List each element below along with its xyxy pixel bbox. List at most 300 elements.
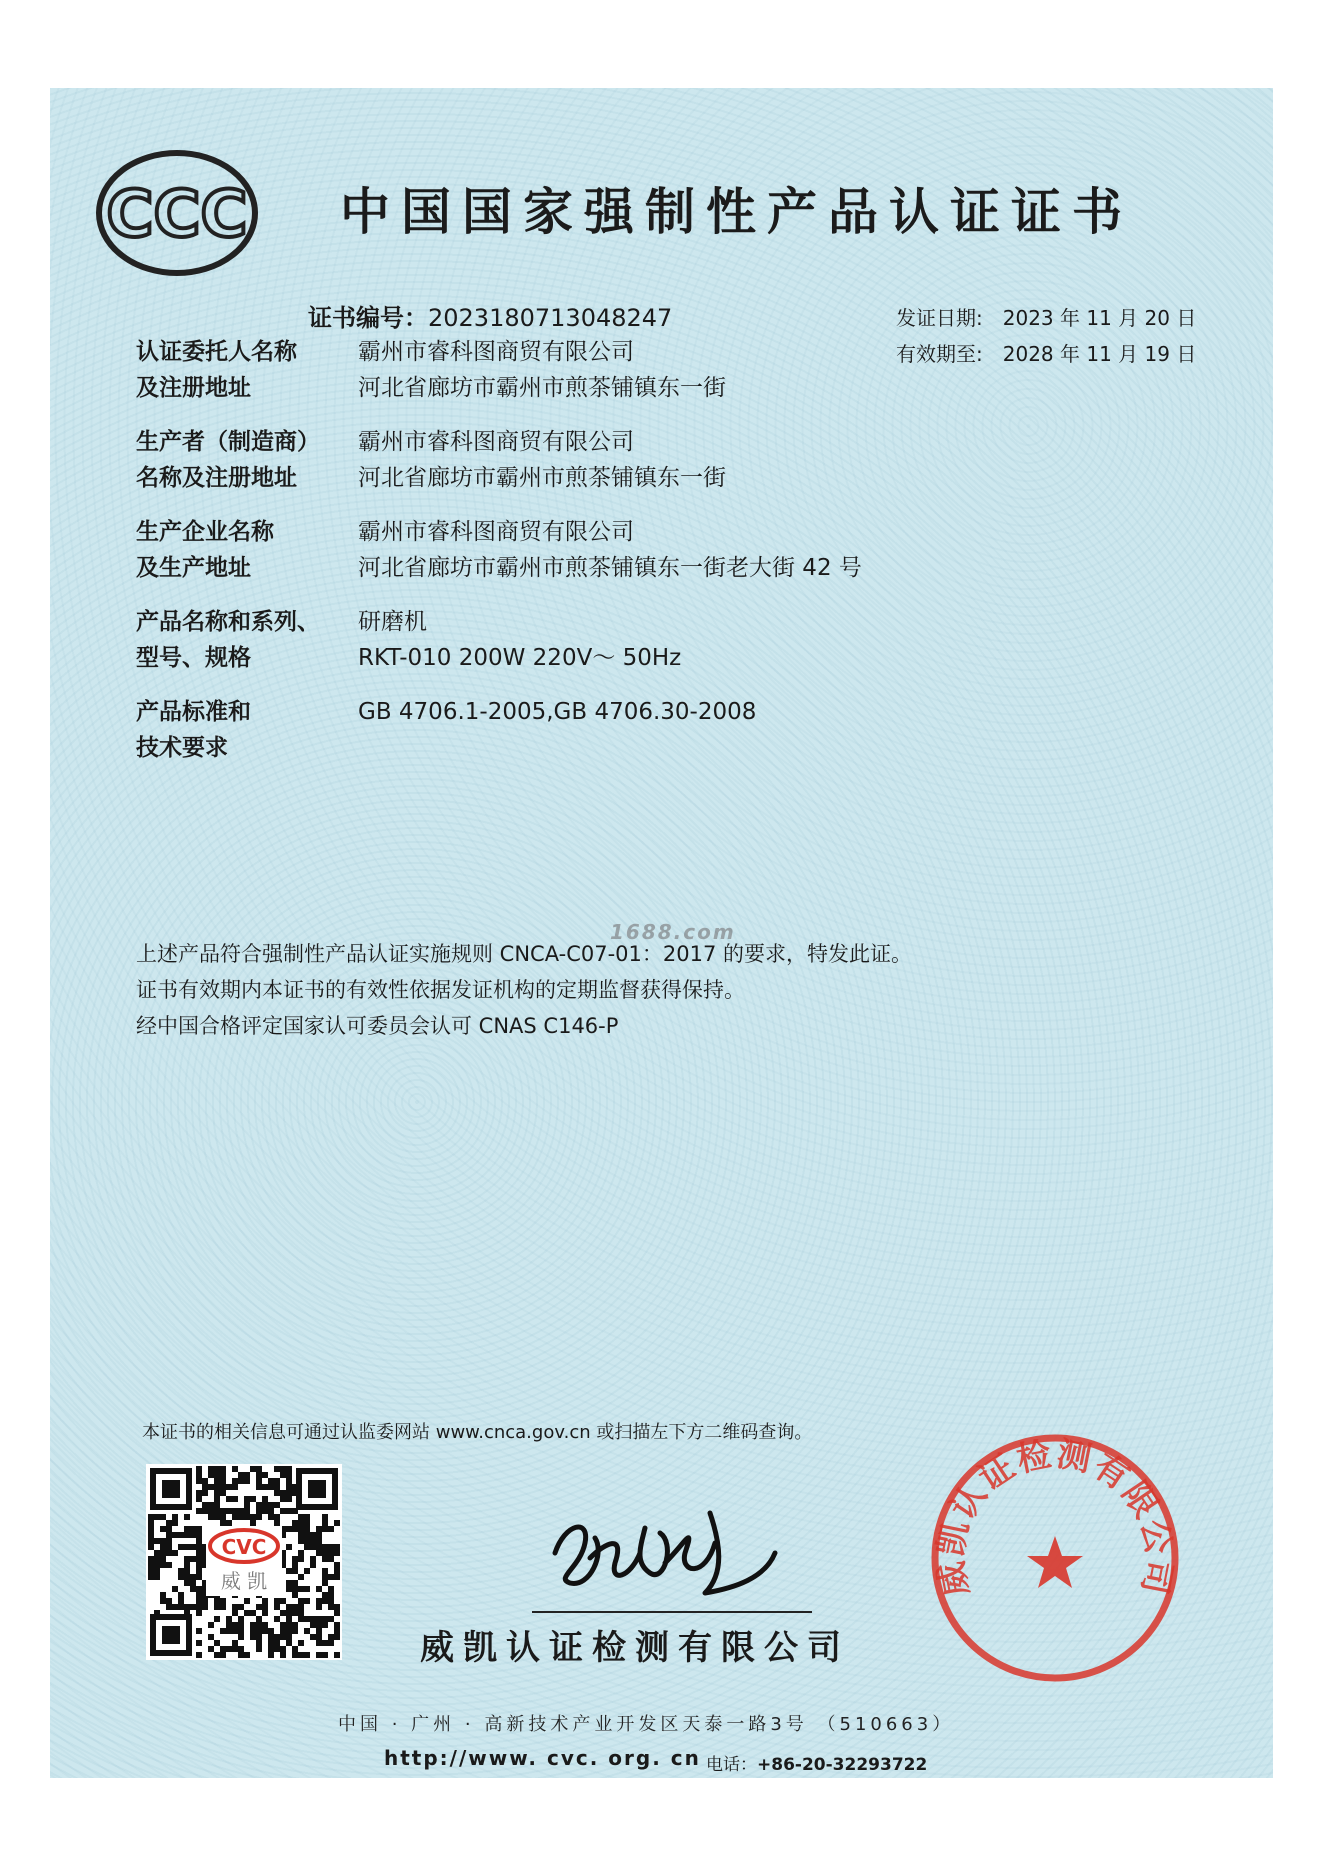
qr-module: [304, 1520, 310, 1526]
qr-module: [232, 1622, 238, 1628]
qr-module: [238, 1646, 244, 1652]
qr-module: [208, 1514, 214, 1520]
qr-module: [172, 1520, 178, 1526]
qr-module: [220, 1472, 226, 1478]
qr-module: [196, 1496, 202, 1502]
qr-module: [334, 1628, 340, 1634]
verification-notice: 本证书的相关信息可通过认监委网站 www.cnca.gov.cn 或扫描左下方二维码查询。: [142, 1422, 813, 1443]
qr-module: [160, 1538, 166, 1544]
qr-module: [286, 1472, 292, 1478]
qr-module: [196, 1610, 202, 1616]
qr-module: [334, 1562, 340, 1568]
qr-module: [316, 1526, 322, 1532]
qr-module: [298, 1526, 304, 1532]
qr-module: [232, 1514, 238, 1520]
qr-module: [154, 1574, 160, 1580]
qr-module: [214, 1478, 220, 1484]
qr-module: [226, 1484, 232, 1490]
qr-module: [304, 1598, 310, 1604]
applicant-label: [136, 334, 356, 406]
qr-module: [280, 1610, 286, 1616]
qr-module: [304, 1586, 310, 1592]
issuer-address: 中国 · 广州 · 高新技术产业开发区天泰一路3号 （510663）: [338, 1714, 955, 1735]
qr-module: [244, 1508, 250, 1514]
qr-module: [268, 1640, 274, 1646]
qr-module: [250, 1622, 256, 1628]
qr-module: [322, 1580, 328, 1586]
qr-module: [316, 1586, 322, 1592]
qr-module: [196, 1490, 202, 1496]
qr-module: [172, 1514, 178, 1520]
qr-module: [298, 1652, 304, 1658]
qr-module: [250, 1466, 256, 1472]
qr-module: [292, 1604, 298, 1610]
qr-module: [238, 1508, 244, 1514]
qr-module: [268, 1646, 274, 1652]
qr-module: [172, 1550, 178, 1556]
qr-module: [328, 1592, 334, 1598]
qr-module: [208, 1622, 214, 1628]
qr-module: [166, 1538, 172, 1544]
qr-module: [292, 1652, 298, 1658]
qr-module: [334, 1610, 340, 1616]
qr-module: [220, 1652, 226, 1658]
qr-module: [202, 1484, 208, 1490]
qr-module: [262, 1508, 268, 1514]
qr-module: [232, 1484, 238, 1490]
qr-module: [292, 1610, 298, 1616]
qr-module: [244, 1610, 250, 1616]
qr-module: [256, 1466, 262, 1472]
product-label: [136, 604, 356, 676]
qr-module: [274, 1520, 280, 1526]
qr-module: [328, 1616, 334, 1622]
qr-module: [244, 1502, 250, 1508]
qr-module: [220, 1520, 226, 1526]
qr-module: [148, 1562, 154, 1568]
qr-module: [178, 1544, 184, 1550]
qr-module: [256, 1514, 262, 1520]
factory-label: [136, 514, 356, 586]
qr-module: [334, 1634, 340, 1640]
applicant-label-line-1: 认证委托人名称: [136, 339, 297, 365]
factory-value: [358, 514, 862, 586]
qr-module: [304, 1544, 310, 1550]
qr-module: [202, 1598, 208, 1604]
issue-date-value: 2023 年 11 月 20 日: [1002, 306, 1197, 330]
qr-module: [178, 1592, 184, 1598]
qr-module: [196, 1478, 202, 1484]
qr-module: [208, 1508, 214, 1514]
qr-module: [202, 1604, 208, 1610]
qr-module: [286, 1490, 292, 1496]
qr-module: [148, 1520, 154, 1526]
qr-module: [292, 1646, 298, 1652]
applicant-label-line-2: 及注册地址: [136, 375, 251, 401]
qr-module: [274, 1604, 280, 1610]
qr-module: [268, 1634, 274, 1640]
qr-module: [316, 1604, 322, 1610]
qr-module: [232, 1478, 238, 1484]
qr-module: [334, 1568, 340, 1574]
statement-line: 证书有效期内本证书的有效性依据发证机构的定期监督获得保持。: [136, 978, 745, 1002]
qr-module: [316, 1628, 322, 1634]
qr-module: [274, 1646, 280, 1652]
qr-module: [322, 1544, 328, 1550]
qr-module: [310, 1538, 316, 1544]
certificate-dates: [896, 300, 1196, 372]
standards-label: [136, 694, 356, 766]
qr-module: [292, 1526, 298, 1532]
qr-module: [232, 1646, 238, 1652]
qr-module: [334, 1574, 340, 1580]
qr-module: [286, 1604, 292, 1610]
qr-code[interactable]: [146, 1464, 342, 1660]
qr-module: [310, 1556, 316, 1562]
qr-module: [298, 1598, 304, 1604]
qr-module: [178, 1568, 184, 1574]
qr-module: [244, 1496, 250, 1502]
qr-module: [220, 1628, 226, 1634]
qr-module: [298, 1610, 304, 1616]
qr-module: [262, 1502, 268, 1508]
standards-value: [358, 694, 756, 730]
qr-module: [166, 1604, 172, 1610]
qr-module: [250, 1634, 256, 1640]
qr-module: [250, 1520, 256, 1526]
manufacturer-name: 霸州市睿科图商贸有限公司: [358, 429, 634, 455]
qr-module: [250, 1610, 256, 1616]
product-name: 研磨机: [358, 609, 427, 635]
qr-module: [310, 1634, 316, 1640]
qr-module: [286, 1508, 292, 1514]
qr-module: [238, 1604, 244, 1610]
qr-module: [334, 1604, 340, 1610]
qr-module: [328, 1598, 334, 1604]
factory-label-line-2: 及生产地址: [136, 555, 251, 581]
qr-module: [334, 1550, 340, 1556]
qr-module: [304, 1514, 310, 1520]
qr-module: [328, 1556, 334, 1562]
qr-module: [166, 1598, 172, 1604]
qr-module: [322, 1652, 328, 1658]
watermark: 1688.com: [610, 920, 736, 944]
qr-module: [160, 1514, 166, 1520]
qr-module: [232, 1496, 238, 1502]
qr-module: [166, 1526, 172, 1532]
qr-module: [322, 1640, 328, 1646]
qr-module: [256, 1502, 262, 1508]
qr-module: [178, 1532, 184, 1538]
qr-module: [310, 1616, 316, 1622]
qr-finder-bottom-left: [150, 1614, 192, 1656]
qr-module: [166, 1544, 172, 1550]
qr-module: [220, 1484, 226, 1490]
qr-module: [256, 1508, 262, 1514]
seal-star-icon: [1027, 1536, 1083, 1588]
qr-module: [304, 1628, 310, 1634]
qr-module: [178, 1604, 184, 1610]
qr-module: [280, 1490, 286, 1496]
qr-module: [160, 1550, 166, 1556]
valid-date-row: [896, 336, 1196, 372]
qr-module: [154, 1550, 160, 1556]
certificate-page: [50, 88, 1273, 1778]
qr-module: [148, 1544, 154, 1550]
qr-module: [328, 1574, 334, 1580]
qr-module: [148, 1574, 154, 1580]
qr-module: [286, 1526, 292, 1532]
qr-module: [328, 1634, 334, 1640]
qr-module: [334, 1544, 340, 1550]
qr-module: [274, 1514, 280, 1520]
qr-module: [298, 1640, 304, 1646]
qr-module: [244, 1472, 250, 1478]
qr-module: [280, 1598, 286, 1604]
qr-module: [226, 1496, 232, 1502]
qr-module: [232, 1508, 238, 1514]
qr-module: [184, 1514, 190, 1520]
qr-module: [202, 1478, 208, 1484]
cvc-logo-caption: 威 凯: [220, 1569, 268, 1593]
qr-module: [232, 1610, 238, 1616]
qr-module: [286, 1568, 292, 1574]
standards-label-line-1: 产品标准和: [136, 699, 251, 725]
qr-module: [214, 1472, 220, 1478]
qr-module: [334, 1520, 340, 1526]
issue-date-label: 发证日期:: [896, 306, 983, 330]
qr-module: [196, 1472, 202, 1478]
qr-module: [286, 1640, 292, 1646]
qr-module: [190, 1574, 196, 1580]
qr-module: [256, 1478, 262, 1484]
qr-module: [196, 1604, 202, 1610]
issuer-website-link[interactable]: http://www. cvc. org. cn: [384, 1746, 701, 1770]
qr-finder-top-left: [150, 1468, 192, 1510]
qr-module: [256, 1640, 262, 1646]
qr-module: [280, 1472, 286, 1478]
qr-module: [280, 1652, 286, 1658]
qr-module: [196, 1544, 202, 1550]
qr-module: [238, 1634, 244, 1640]
qr-module: [262, 1628, 268, 1634]
statement-line: 经中国合格评定国家认可委员会认可 CNAS C146-P: [136, 1014, 619, 1038]
qr-module: [292, 1556, 298, 1562]
qr-module: [256, 1616, 262, 1622]
qr-module: [238, 1616, 244, 1622]
qr-module: [226, 1646, 232, 1652]
qr-module: [322, 1622, 328, 1628]
qr-module: [268, 1478, 274, 1484]
qr-module: [238, 1652, 244, 1658]
applicant-name: 霸州市睿科图商贸有限公司: [358, 339, 634, 365]
qr-module: [292, 1628, 298, 1634]
qr-module: [292, 1622, 298, 1628]
qr-module: [154, 1556, 160, 1562]
qr-module: [196, 1592, 202, 1598]
qr-module: [160, 1556, 166, 1562]
qr-module: [208, 1646, 214, 1652]
qr-module: [298, 1586, 304, 1592]
qr-module: [250, 1514, 256, 1520]
qr-module: [268, 1628, 274, 1634]
issuer-phone: [706, 1750, 927, 1775]
qr-module: [316, 1598, 322, 1604]
qr-module: [286, 1610, 292, 1616]
qr-finder-top-right: [296, 1468, 338, 1510]
applicant-value: [358, 334, 726, 406]
qr-module: [286, 1466, 292, 1472]
qr-module: [214, 1598, 220, 1604]
qr-module: [196, 1598, 202, 1604]
manufacturer-label: [136, 424, 356, 496]
qr-module: [298, 1604, 304, 1610]
qr-module: [310, 1532, 316, 1538]
qr-module: [232, 1604, 238, 1610]
qr-module: [274, 1502, 280, 1508]
qr-module: [304, 1652, 310, 1658]
qr-module: [196, 1640, 202, 1646]
qr-module: [286, 1580, 292, 1586]
factory-label-line-1: 生产企业名称: [136, 519, 274, 545]
qr-module: [286, 1478, 292, 1484]
qr-module: [298, 1514, 304, 1520]
qr-module: [286, 1484, 292, 1490]
qr-module: [220, 1508, 226, 1514]
qr-module: [256, 1472, 262, 1478]
qr-module: [298, 1538, 304, 1544]
qr-module: [238, 1472, 244, 1478]
qr-module: [304, 1568, 310, 1574]
qr-module: [310, 1562, 316, 1568]
qr-module: [316, 1622, 322, 1628]
qr-module: [292, 1562, 298, 1568]
qr-module: [292, 1568, 298, 1574]
qr-module: [274, 1490, 280, 1496]
factory-address: 河北省廊坊市霸州市煎茶铺镇东一街老大街 42 号: [358, 555, 862, 581]
qr-module: [328, 1550, 334, 1556]
qr-module: [274, 1466, 280, 1472]
qr-module: [226, 1622, 232, 1628]
qr-module: [196, 1574, 202, 1580]
qr-module: [328, 1604, 334, 1610]
ccc-logo-text: CCC: [106, 178, 248, 252]
qr-module: [262, 1622, 268, 1628]
qr-module: [166, 1562, 172, 1568]
applicant-address: 河北省廊坊市霸州市煎茶铺镇东一街: [358, 375, 726, 401]
qr-module: [184, 1526, 190, 1532]
qr-module: [160, 1598, 166, 1604]
qr-module: [184, 1574, 190, 1580]
qr-module: [304, 1616, 310, 1622]
qr-module: [160, 1562, 166, 1568]
qr-module: [316, 1652, 322, 1658]
qr-module: [214, 1502, 220, 1508]
qr-module: [322, 1514, 328, 1520]
qr-module: [262, 1472, 268, 1478]
qr-module: [328, 1544, 334, 1550]
qr-module: [256, 1634, 262, 1640]
qr-module: [280, 1466, 286, 1472]
qr-module: [226, 1628, 232, 1634]
qr-module: [268, 1514, 274, 1520]
qr-module: [202, 1508, 208, 1514]
certificate-number-value: 2023180713048247: [428, 304, 673, 332]
certificate-number-label: 证书编号：: [308, 304, 428, 332]
qr-module: [196, 1568, 202, 1574]
qr-module: [322, 1550, 328, 1556]
qr-module: [190, 1586, 196, 1592]
qr-module: [166, 1550, 172, 1556]
qr-module: [274, 1598, 280, 1604]
qr-module: [304, 1538, 310, 1544]
qr-module: [184, 1544, 190, 1550]
qr-module: [268, 1508, 274, 1514]
qr-module: [214, 1490, 220, 1496]
qr-module: [148, 1532, 154, 1538]
qr-module: [256, 1646, 262, 1652]
qr-module: [322, 1526, 328, 1532]
qr-module: [322, 1592, 328, 1598]
qr-module: [322, 1616, 328, 1622]
qr-module: [286, 1544, 292, 1550]
qr-module: [184, 1568, 190, 1574]
qr-module: [286, 1634, 292, 1640]
qr-module: [262, 1496, 268, 1502]
qr-module: [148, 1556, 154, 1562]
manufacturer-label-line-2: 名称及注册地址: [136, 465, 297, 491]
qr-module: [184, 1556, 190, 1562]
qr-module: [304, 1532, 310, 1538]
qr-module: [196, 1628, 202, 1634]
qr-module: [244, 1598, 250, 1604]
qr-module: [172, 1532, 178, 1538]
qr-module: [298, 1520, 304, 1526]
qr-module: [280, 1646, 286, 1652]
qr-module: [184, 1604, 190, 1610]
manufacturer-label-line-1: 生产者（制造商）: [136, 429, 320, 455]
qr-module: [214, 1652, 220, 1658]
qr-module: [172, 1586, 178, 1592]
qr-module: [220, 1604, 226, 1610]
issue-date-row: [896, 300, 1196, 336]
qr-module: [286, 1616, 292, 1622]
qr-module: [154, 1514, 160, 1520]
qr-module: [178, 1574, 184, 1580]
qr-module: [316, 1640, 322, 1646]
qr-module: [166, 1532, 172, 1538]
qr-module: [328, 1526, 334, 1532]
qr-module: [256, 1622, 262, 1628]
qr-module: [202, 1502, 208, 1508]
qr-module: [178, 1598, 184, 1604]
certificate-number: [308, 298, 672, 333]
qr-module: [292, 1592, 298, 1598]
qr-module: [244, 1514, 250, 1520]
qr-module: [328, 1586, 334, 1592]
qr-module: [196, 1562, 202, 1568]
qr-module: [190, 1544, 196, 1550]
qr-module: [208, 1472, 214, 1478]
qr-module: [148, 1514, 154, 1520]
qr-module: [196, 1466, 202, 1472]
qr-module: [190, 1604, 196, 1610]
certificate-title: 中国国家强制性产品认证证书: [340, 183, 1133, 241]
qr-module: [190, 1526, 196, 1532]
qr-module: [232, 1628, 238, 1634]
qr-module: [280, 1622, 286, 1628]
manufacturer-value: [358, 424, 726, 496]
